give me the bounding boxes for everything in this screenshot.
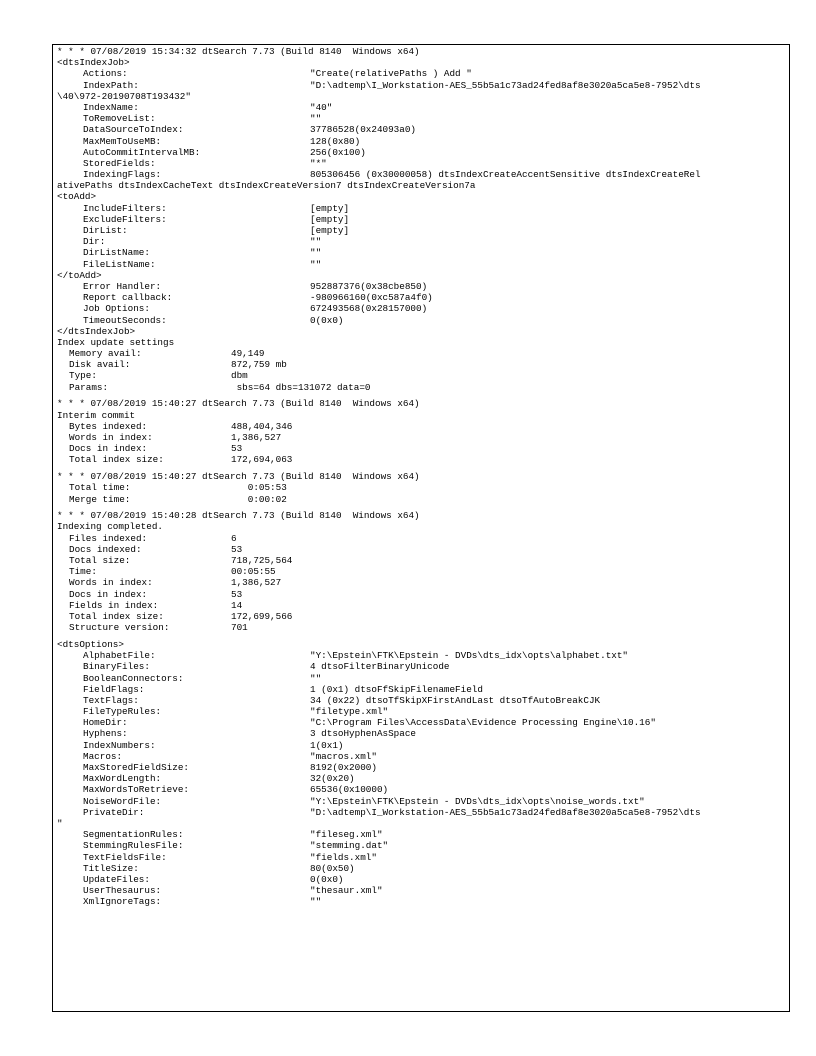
log-entry [57, 622, 789, 633]
entry-value: "thesaur.xml" [310, 885, 383, 897]
entry-value: 3 dtsoHyphenAsSpace [310, 728, 417, 740]
entry-value: "fileseg.xml" [310, 829, 383, 841]
log-entry [57, 225, 789, 236]
entry-key: StoredFields: [83, 157, 156, 169]
entry-value: 1(0x1) [310, 739, 344, 751]
entry-key: Words in index: [69, 577, 153, 589]
log-line: \40\972-20190708T193432" [57, 90, 191, 102]
entry-value: 0:00:02 [231, 493, 287, 505]
entry-key: Macros: [83, 750, 123, 762]
log-entry [57, 840, 789, 851]
entry-value: 80(0x50) [310, 862, 355, 874]
log-entry [57, 577, 789, 588]
log-entry [57, 454, 789, 465]
entry-value: "fields.xml" [310, 851, 377, 863]
entry-value: 49,149 [231, 348, 265, 360]
entry-key: Total size: [69, 555, 131, 567]
entry-value: 53 [231, 543, 243, 555]
entry-value: "stemming.dat" [310, 840, 389, 852]
log-entry [57, 315, 789, 326]
entry-key: TextFlags: [83, 694, 139, 706]
entry-value: [empty] [310, 213, 350, 225]
entry-key: Files indexed: [69, 532, 148, 544]
entry-key: TextFieldsFile: [83, 851, 167, 863]
entry-key: Total index size: [69, 610, 164, 622]
entry-key: Error Handler: [83, 280, 162, 292]
entry-key: MaxWordsToRetrieve: [83, 784, 190, 796]
entry-value: 128(0x80) [310, 135, 361, 147]
log-entry [57, 684, 789, 695]
entry-key: Time: [69, 566, 97, 578]
entry-key: IndexNumbers: [83, 739, 156, 751]
log-entry [57, 102, 789, 113]
entry-key: FieldFlags: [83, 683, 145, 695]
log-entry [57, 203, 789, 214]
entry-key: ExcludeFilters: [83, 213, 167, 225]
entry-value: 0:05:53 [231, 482, 287, 494]
entry-value: 6 [231, 532, 237, 544]
entry-key: PrivateDir: [83, 806, 145, 818]
log-entry [57, 773, 789, 784]
log-entry [57, 728, 789, 739]
log-entry [57, 762, 789, 773]
entry-value: 872,759 mb [231, 359, 287, 371]
entry-key: SegmentationRules: [83, 829, 184, 841]
entry-key: Merge time: [69, 493, 131, 505]
entry-value: "" [310, 247, 322, 259]
entry-value: "40" [310, 101, 333, 113]
log-entry [57, 589, 789, 600]
log-entry [57, 852, 789, 863]
log-entry [57, 566, 789, 577]
entry-value: 34 (0x22) dtsoTfSkipXFirstAndLast dtsoTfAutoBreakCJK [310, 694, 601, 706]
log-entry [57, 544, 789, 555]
entry-key: DataSourceToIndex: [83, 124, 184, 136]
entry-value: -980966160(0xc587a4f0) [310, 292, 433, 304]
log-entry [57, 717, 789, 728]
log-entry [57, 113, 789, 124]
log-entry [57, 673, 789, 684]
entry-key: NoiseWordFile: [83, 795, 162, 807]
entry-value: 32(0x20) [310, 773, 355, 785]
log-entry [57, 600, 789, 611]
entry-key: Structure version: [69, 622, 170, 634]
log-entry [57, 661, 789, 672]
entry-key: FileListName: [83, 258, 156, 270]
entry-value: 0(0x0) [310, 314, 344, 326]
entry-value: [empty] [310, 202, 350, 214]
log-entry [57, 784, 789, 795]
entry-key: Dir: [83, 236, 106, 248]
log-entry [57, 885, 789, 896]
entry-key: Params: [69, 381, 109, 393]
entry-value: "Y:\Epstein\FTK\Epstein - DVDs\dts_idx\opts\alphabet.txt" [310, 650, 629, 662]
log-line: <dtsOptions> [57, 638, 124, 650]
entry-key: Total time: [69, 482, 131, 494]
log-entry [57, 494, 789, 505]
entry-value: "" [310, 258, 322, 270]
entry-key: AutoCommitIntervalMB: [83, 146, 201, 158]
entry-value: "Y:\Epstein\FTK\Epstein - DVDs\dts_idx\opts\noise_words.txt" [310, 795, 645, 807]
entry-value: 1,386,527 [231, 431, 282, 443]
entry-key: Job Options: [83, 303, 150, 315]
entry-key: DirListName: [83, 247, 150, 259]
entry-value: 53 [231, 588, 243, 600]
log-entry [57, 303, 789, 314]
log-line: </toAdd> [57, 269, 102, 281]
entry-value: "Create(relativePaths ) Add " [310, 68, 472, 80]
entry-value: 37786528(0x24093a0) [310, 124, 417, 136]
entry-key: TitleSize: [83, 862, 139, 874]
log-entry [57, 482, 789, 493]
entry-value: 672493568(0x28157000) [310, 303, 428, 315]
log-entry [57, 751, 789, 762]
entry-key: MaxWordLength: [83, 773, 162, 785]
entry-value: 53 [231, 443, 243, 455]
entry-key: IndexName: [83, 101, 139, 113]
entry-key: Total index size: [69, 454, 164, 466]
log-entry [57, 874, 789, 885]
entry-key: IncludeFilters: [83, 202, 167, 214]
entry-value: 488,404,346 [231, 420, 293, 432]
log-entry [57, 796, 789, 807]
entry-key: Type: [69, 370, 97, 382]
log-entry [57, 740, 789, 751]
log-entry [57, 359, 789, 370]
entry-value: "" [310, 896, 322, 908]
log-lines [53, 45, 789, 1011]
log-entry [57, 292, 789, 303]
log-entry [57, 863, 789, 874]
entry-value: 172,694,063 [231, 454, 293, 466]
entry-key: XmlIgnoreTags: [83, 896, 162, 908]
log-entry [57, 370, 789, 381]
entry-key: HomeDir: [83, 717, 128, 729]
log-line: Indexing completed. [57, 521, 164, 533]
log-entry [57, 348, 789, 359]
entry-key: IndexingFlags: [83, 169, 162, 181]
entry-key: TimeoutSeconds: [83, 314, 167, 326]
entry-value: 172,699,566 [231, 610, 293, 622]
log-entry [57, 68, 789, 79]
log-line: ativePaths dtsIndexCacheText dtsIndexCreateVersion7 dtsIndexCreateVersion7a [57, 180, 476, 192]
log-entry [57, 533, 789, 544]
log-entry [57, 136, 789, 147]
log-entry [57, 896, 789, 907]
entry-value: 0(0x0) [310, 873, 344, 885]
entry-value: "D:\adtemp\I_Workstation-AES_55b5a1c73ad24fed8af8e3020a5ca5e8-7952\dts [310, 79, 701, 91]
entry-key: Words in index: [69, 431, 153, 443]
log-entry [57, 214, 789, 225]
log-entry [57, 158, 789, 169]
log-entry [57, 382, 789, 393]
log-line: * * * 07/08/2019 15:40:27 dtSearch 7.73 (Build 8140 Windows x64) [57, 398, 420, 410]
entry-key: StemmingRulesFile: [83, 840, 184, 852]
log-entry [57, 169, 789, 180]
log-line: * * * 07/08/2019 15:40:28 dtSearch 7.73 (Build 8140 Windows x64) [57, 510, 420, 522]
log-line: </dtsIndexJob> [57, 325, 136, 337]
entry-key: BooleanConnectors: [83, 672, 184, 684]
entry-value: 805306456 (0x30000058) dtsIndexCreateAccentSensitive dtsIndexCreateRel [310, 169, 701, 181]
log-entry [57, 247, 789, 258]
entry-value: sbs=64 dbs=131072 data=0 [231, 381, 371, 393]
entry-value: "*" [310, 157, 327, 169]
entry-key: FileTypeRules: [83, 706, 162, 718]
entry-value: "" [310, 113, 322, 125]
log-entry [57, 421, 789, 432]
entry-value: dbm [231, 370, 248, 382]
entry-value: "" [310, 672, 322, 684]
entry-value: "macros.xml" [310, 750, 377, 762]
log-entry [57, 281, 789, 292]
log-line: * * * 07/08/2019 15:40:27 dtSearch 7.73 (Build 8140 Windows x64) [57, 471, 420, 483]
entry-key: BinaryFiles: [83, 661, 150, 673]
log-entry [57, 147, 789, 158]
log-entry [57, 829, 789, 840]
entry-value: "filetype.xml" [310, 706, 389, 718]
log-entry [57, 650, 789, 661]
log-line: <dtsIndexJob> [57, 57, 130, 69]
entry-key: Docs indexed: [69, 543, 142, 555]
entry-key: Docs in index: [69, 443, 148, 455]
log-line: " [57, 817, 63, 829]
log-entry [57, 80, 789, 91]
entry-value: 8192(0x2000) [310, 762, 377, 773]
entry-value: "" [310, 236, 322, 248]
entry-key: Memory avail: [69, 348, 142, 360]
log-line: * * * 07/08/2019 15:34:32 dtSearch 7.73 (Build 8140 Windows x64) [57, 46, 420, 57]
entry-key: MaxStoredFieldSize: [83, 762, 190, 773]
log-entry [57, 611, 789, 622]
log-entry [57, 695, 789, 706]
entry-value: "C:\Program Files\AccessData\Evidence Processing Engine\10.16" [310, 717, 656, 729]
entry-value: 718,725,564 [231, 555, 293, 567]
entry-key: UserThesaurus: [83, 885, 162, 897]
log-line: Index update settings [57, 336, 175, 348]
entry-key: Disk avail: [69, 359, 131, 371]
entry-value: 701 [231, 622, 248, 634]
entry-value: 952887376(0x38cbe850) [310, 280, 428, 292]
entry-key: ToRemoveList: [83, 113, 156, 125]
log-line: <toAdd> [57, 191, 97, 203]
entry-value: [empty] [310, 225, 350, 236]
entry-key: Hyphens: [83, 728, 128, 740]
entry-key: UpdateFiles: [83, 873, 150, 885]
log-document [52, 44, 790, 1012]
entry-key: AlphabetFile: [83, 650, 156, 662]
entry-key: Report callback: [83, 292, 173, 304]
log-entry [57, 124, 789, 135]
log-entry [57, 236, 789, 247]
entry-key: IndexPath: [83, 79, 139, 91]
log-entry [57, 259, 789, 270]
entry-value: "D:\adtemp\I_Workstation-AES_55b5a1c73ad24fed8af8e3020a5ca5e8-7952\dts [310, 806, 701, 818]
entry-value: 256(0x100) [310, 146, 366, 158]
log-entry [57, 443, 789, 454]
entry-key: Actions: [83, 68, 128, 80]
entry-key: Docs in index: [69, 588, 148, 600]
log-entry [57, 706, 789, 717]
log-entry [57, 432, 789, 443]
entry-key: Bytes indexed: [69, 420, 148, 432]
entry-value: 65536(0x10000) [310, 784, 389, 796]
entry-value: 4 dtsoFilterBinaryUnicode [310, 661, 450, 673]
entry-key: MaxMemToUseMB: [83, 135, 162, 147]
entry-key: Fields in index: [69, 599, 159, 611]
log-entry [57, 555, 789, 566]
log-line: Interim commit [57, 409, 136, 421]
entry-value: 00:05:55 [231, 566, 276, 578]
entry-value: 1 (0x1) dtsoFfSkipFilenameField [310, 683, 483, 695]
log-entry [57, 807, 789, 818]
entry-value: 14 [231, 599, 243, 611]
entry-value: 1,386,527 [231, 577, 282, 589]
entry-key: DirList: [83, 225, 128, 236]
